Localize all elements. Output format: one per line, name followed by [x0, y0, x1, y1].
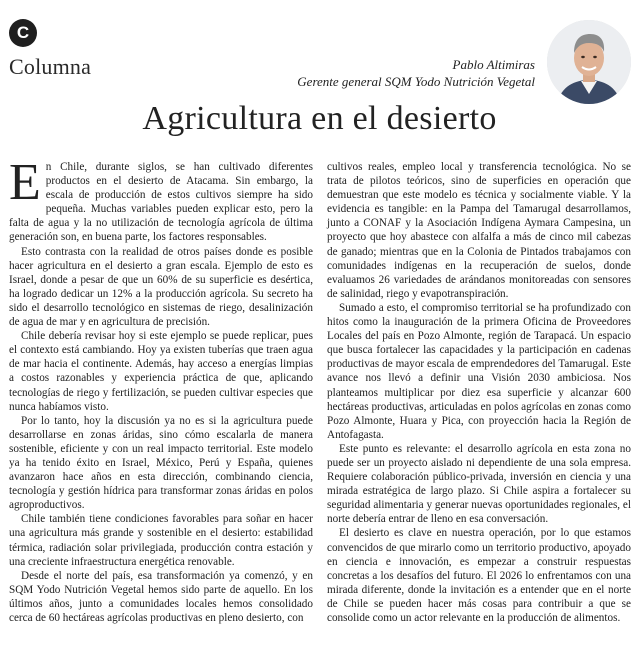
author-role: Gerente general SQM Yodo Nutrición Vegetal: [297, 74, 535, 89]
paragraph: cultivos reales, empleo local y transferencia tecnológica. No se trata de pilotos teóricos, sino de superficies en operación que demuestran que este modelo es técnica y socialmente viable. Y la evidencia es tangible: en la Pampa del Tamarugal desarrollamos, junto a CONAF y la Asociación Indígena Aymara Campesina, un proyecto que hoy abastece con alfalfa a más de cinco mil cabezas de ganado; mientras que en la Colonia de Pintados trabajamos con comunidades indígenas en la recuperación de suelos, donde evaluamos 26 variedades de arándanos monitoreadas con sensores de salinidad, riego y evapotranspiración.: [327, 161, 631, 300]
paragraph: Chile también tiene condiciones favorables para soñar en hacer una agricultura más grande y sostenible en el desierto: estabilidad térmica, radiación solar privilegiada, producción contra estación y una creciente infraestructura energética renovable.: [9, 513, 313, 568]
section-label: Columna: [9, 54, 92, 79]
author-photo: [547, 20, 631, 104]
section-badge: C: [9, 19, 37, 47]
author-portrait-icon: [547, 20, 631, 104]
article-column-right: [327, 160, 631, 646]
article-column-left: [9, 154, 313, 646]
author-name: Pablo Altimiras: [452, 57, 535, 72]
article-title: Agricultura en el desierto: [142, 100, 497, 137]
article-body: [9, 154, 631, 646]
paragraph: Chile debería revisar hoy si este ejemplo se puede replicar, pues el contexto está cambiando. Hoy ya existen tuberías que traen agua de mar hacia el continente. Además, hay acceso a energías limpias a costos razonables y experiencia práctica de que, aplicando tecnologías de riego y fertilización, se pueden cultivar especies que nunca habíamos visto.: [9, 330, 313, 413]
paragraph: Desde el norte del país, esa transformación ya comenzó, y en SQM Yodo Nutrición Vegetal hemos sido parte de aquello. En los últimos años, junto a comunidades locales hemos consolidado cerca de 60 hectáreas agrícolas productivas en pleno desierto, con: [9, 569, 313, 624]
paragraph: Este punto es relevante: el desarrollo agrícola en esta zona no puede ser un proyecto aislado ni dependiente de una sola empresa. Requiere colaboración público-privada, inversión en ciencia y una mirada estratégica de largo plazo. Si Chile aspira a fortalecer su seguridad alimentaria y generar nuevas oportunidades regionales, el norte debería entrar de lleno en esa conversación.: [327, 442, 631, 526]
paragraph: [9, 154, 313, 245]
paragraph: El desierto es clave en nuestra operación, por lo que estamos convencidos de que mirarlo como un territorio productivo, apoyado en ciencia e innovación, es empezar a construir respuestas concretas a los desafíos del futuro. El 2026 lo enfrentamos con una mirada diferente, donde la invitación es a entender que en el norte de Chile se pueden hacer más cosas para contribuir a que se consolide como un actor relevante en la producción de alimentos.: [327, 527, 631, 624]
paragraph-text: n Chile, durante siglos, se han cultivado diferentes productos en el desierto de Atacama. Sin embargo, la escala de producción de estos cultivos siempre ha sido pequeña. Muchas variables pueden explicar esto, pero la falta de agua y la no utilización de tecnología agrícola de última generación son, en buena parte, los factores responsables.: [9, 161, 313, 244]
byline: [297, 56, 535, 90]
drop-cap: E: [9, 154, 41, 211]
paragraph: Por lo tanto, hoy la discusión ya no es si la agricultura puede desarrollarse en zonas áridas, sino cómo escalarla de manera sostenible, eficiente y con un real impacto territorial. Este modelo ya ha tenido éxito en Israel, México, Perú y España, quienes avanzaron hace años en esta dirección, combinando ciencia, tecnología y gestión hídrica para transformar zonas áridas en polos agroproductivos.: [9, 414, 313, 512]
paragraph: Sumado a esto, el compromiso territorial se ha profundizado con hitos como la inauguración de la primera Oficina de Proveedores Locales del país en Pozo Almonte, región de Tarapacá. Un espacio que busca fortalecer las capacidades y la participación en cadenas productivas de mayor escala de emprendedores del Tamarugal. Este avance nos llevó a definir una Visión 2030 ambiciosa. Nos planteamos multiplicar por diez esa superficie y alcanzar 600 hectáreas productivas, articuladas en polos agrícolas en zonas como Pozo Almonte, Huara y Pica, con proyección hacia la Región de Antofagasta.: [327, 301, 631, 441]
paragraph: Esto contrasta con la realidad de otros países donde es posible hacer agricultura en el desierto a gran escala. Ejemplo de esto es Israel, donde a pesar de que un 60% de su superficie es desértica, ha logrado dedicar un 12% a la producción agrícola. Su secreto ha sido el desarrollo tecnológico en sistemas de riego, desalinización de agua de mar y en agricultura de precisión.: [9, 245, 313, 329]
